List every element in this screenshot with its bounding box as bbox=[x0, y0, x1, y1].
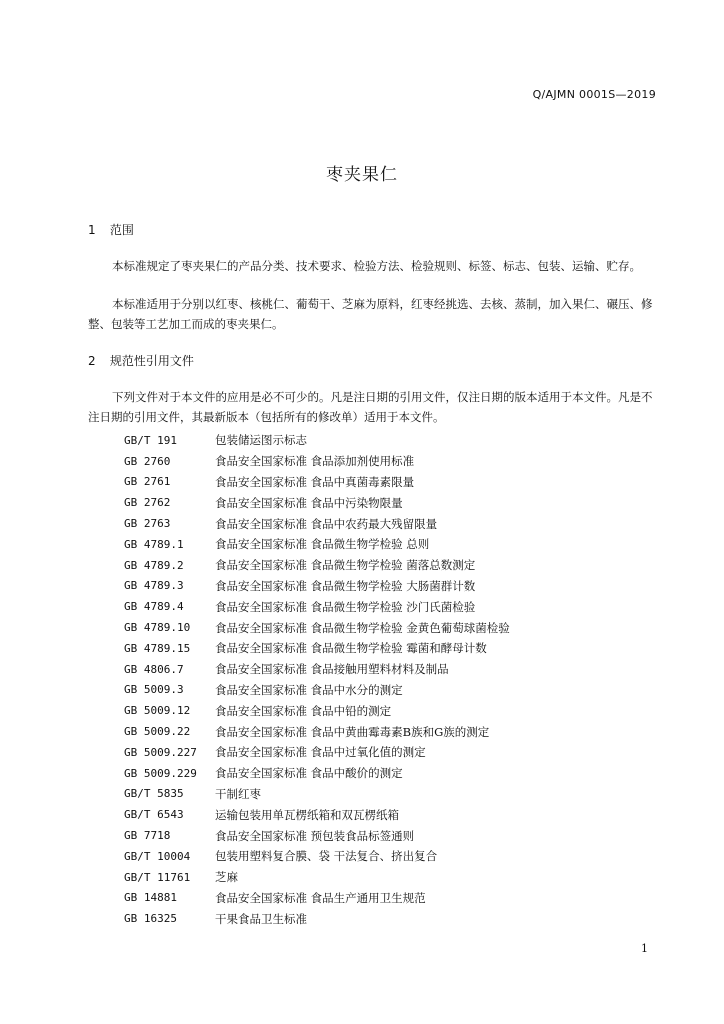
reference-code: GB/T 11761 bbox=[124, 870, 191, 884]
reference-title: 包装储运图示标志 bbox=[215, 433, 307, 448]
section-2-title: 规范性引用文件 bbox=[109, 354, 194, 368]
section-2-number: 2 bbox=[88, 354, 96, 368]
reference-code: GB 5009.22 bbox=[124, 725, 191, 739]
reference-row bbox=[124, 825, 664, 846]
reference-row bbox=[124, 492, 664, 513]
section-1-number: 1 bbox=[88, 223, 96, 237]
reference-code: GB 14881 bbox=[124, 891, 177, 905]
reference-code: GB 5009.227 bbox=[124, 745, 197, 759]
reference-row bbox=[124, 867, 664, 888]
reference-row bbox=[124, 451, 664, 472]
reference-title: 食品安全国家标准 食品微生物学检验 霉菌和酵母计数 bbox=[215, 641, 487, 656]
reference-code: GB 4806.7 bbox=[124, 662, 184, 676]
reference-title: 食品安全国家标准 食品中水分的测定 bbox=[215, 682, 403, 697]
reference-title: 食品安全国家标准 食品中酸价的测定 bbox=[215, 766, 403, 781]
reference-code: GB 5009.229 bbox=[124, 766, 197, 780]
reference-row bbox=[124, 742, 664, 763]
reference-title: 食品安全国家标准 食品微生物学检验 总则 bbox=[215, 537, 430, 552]
reference-title: 食品安全国家标准 食品微生物学检验 沙门氏菌检验 bbox=[215, 599, 476, 614]
reference-code: GB 16325 bbox=[124, 912, 177, 926]
reference-title: 干果食品卫生标准 bbox=[215, 911, 307, 926]
reference-code: GB 2760 bbox=[124, 454, 171, 468]
reference-code: GB 2763 bbox=[124, 517, 171, 531]
section-2-heading bbox=[88, 352, 194, 369]
reference-code: GB 4789.3 bbox=[124, 579, 184, 593]
reference-code: GB 4789.1 bbox=[124, 537, 184, 551]
reference-title: 食品安全国家标准 食品微生物学检验 金黄色葡萄球菌检验 bbox=[215, 620, 510, 635]
reference-title: 食品安全国家标准 食品添加剂使用标准 bbox=[215, 454, 415, 469]
reference-code: GB/T 191 bbox=[124, 433, 177, 447]
reference-row bbox=[124, 555, 664, 576]
reference-title: 食品安全国家标准 食品中污染物限量 bbox=[215, 495, 403, 510]
reference-title: 运输包装用单瓦楞纸箱和双瓦楞纸箱 bbox=[215, 807, 399, 822]
reference-row bbox=[124, 680, 664, 701]
reference-row bbox=[124, 576, 664, 597]
reference-code: GB 7718 bbox=[124, 829, 171, 843]
reference-row bbox=[124, 534, 664, 555]
reference-code: GB 5009.12 bbox=[124, 704, 191, 718]
reference-row bbox=[124, 908, 664, 929]
reference-code: GB 4789.15 bbox=[124, 641, 191, 655]
reference-row bbox=[124, 430, 664, 451]
reference-title: 芝麻 bbox=[215, 870, 238, 885]
document-title: 枣夹果仁 bbox=[326, 165, 398, 185]
reference-row bbox=[124, 846, 664, 867]
reference-row bbox=[124, 638, 664, 659]
section-1-paragraph-1: 本标准规定了枣夹果仁的产品分类、技术要求、检验方法、检验规则、标签、标志、包装、运输、贮存。 bbox=[112, 259, 641, 273]
reference-title: 食品安全国家标准 食品微生物学检验 大肠菌群计数 bbox=[215, 578, 476, 593]
reference-row bbox=[124, 763, 664, 784]
reference-row bbox=[124, 659, 664, 680]
reference-code: GB/T 5835 bbox=[124, 787, 184, 801]
reference-code: GB 5009.3 bbox=[124, 683, 184, 697]
reference-row bbox=[124, 888, 664, 909]
reference-code: GB 4789.2 bbox=[124, 558, 184, 572]
section-1-title: 范围 bbox=[109, 223, 134, 237]
page-number: 1 bbox=[641, 942, 648, 955]
reference-row bbox=[124, 804, 664, 825]
reference-row bbox=[124, 784, 664, 805]
section-2-paragraph-1: 下列文件对于本文件的应用是必不可少的。凡是注日期的引用文件，仅注日期的版本适用于本文件。凡是不注日期的引用文件，其最新版本（包括所有的修改单）适用于本文件。 bbox=[88, 390, 653, 424]
reference-code: GB 2762 bbox=[124, 496, 171, 510]
reference-title: 包装用塑料复合膜、袋 干法复合、挤出复合 bbox=[215, 849, 438, 864]
reference-title: 食品安全国家标准 预包装食品标签通则 bbox=[215, 828, 415, 843]
reference-list bbox=[124, 430, 664, 929]
reference-code: GB/T 10004 bbox=[124, 849, 191, 863]
reference-title: 食品安全国家标准 食品中铅的测定 bbox=[215, 703, 392, 718]
reference-code: GB 4789.10 bbox=[124, 621, 191, 635]
reference-row bbox=[124, 596, 664, 617]
reference-row bbox=[124, 700, 664, 721]
reference-row bbox=[124, 721, 664, 742]
section-1-paragraph-2: 本标准适用于分别以红枣、核桃仁、葡萄干、芝麻为原料，红枣经挑选、去核、蒸制，加入果仁、碾压、修整、包装等工艺加工而成的枣夹果仁。 bbox=[88, 297, 653, 331]
reference-row bbox=[124, 617, 664, 638]
reference-title: 食品安全国家标准 食品中真菌毒素限量 bbox=[215, 474, 415, 489]
reference-title: 食品安全国家标准 食品中黄曲霉毒素B族和G族的测定 bbox=[215, 724, 490, 739]
reference-row bbox=[124, 472, 664, 493]
standard-number: Q/AJMN 0001S—2019 bbox=[532, 88, 656, 101]
section-1-heading bbox=[88, 221, 134, 238]
reference-code: GB 4789.4 bbox=[124, 600, 184, 614]
reference-title: 食品安全国家标准 食品中农药最大残留限量 bbox=[215, 516, 438, 531]
reference-row bbox=[124, 513, 664, 534]
reference-title: 食品安全国家标准 食品中过氧化值的测定 bbox=[215, 745, 426, 760]
reference-code: GB/T 6543 bbox=[124, 808, 184, 822]
reference-title: 食品安全国家标准 食品微生物学检验 菌落总数测定 bbox=[215, 558, 476, 573]
reference-code: GB 2761 bbox=[124, 475, 171, 489]
reference-title: 干制红枣 bbox=[215, 786, 261, 801]
reference-title: 食品安全国家标准 食品接触用塑料材料及制品 bbox=[215, 662, 449, 677]
reference-title: 食品安全国家标准 食品生产通用卫生规范 bbox=[215, 890, 426, 905]
